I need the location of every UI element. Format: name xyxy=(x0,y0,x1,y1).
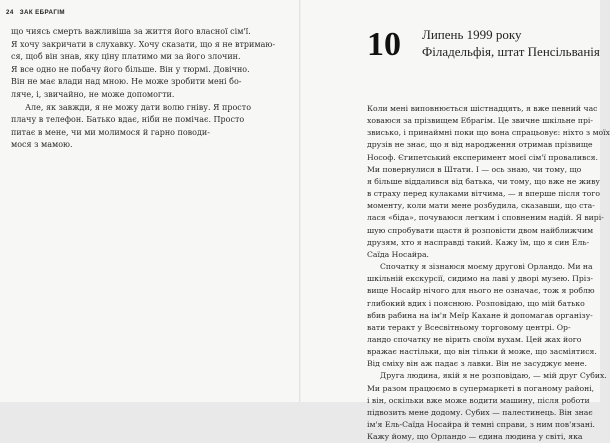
text-line: і він, оскільки вже може водити машину, після роботи xyxy=(367,395,590,405)
text-line: ховаюся за прізвищем Ебрагім. Це звичне шкільне прі- xyxy=(367,116,593,126)
text-line: друзів не знає, що я від народження отримав прізвище xyxy=(367,140,593,150)
text-line: Від сміху він аж падає з лавки. Він не засуджує мене. xyxy=(367,359,587,369)
text-line: я більше віддалився від батька, чи тому, що вже не живу xyxy=(367,176,600,186)
text-line: Я хочу закричати в слухавку. Хочу сказати, що я не втримаю- xyxy=(11,39,276,49)
chapter-heading xyxy=(367,24,600,64)
text-line: ся, щоб він знав, яку ціну платимо ми за його злочин. xyxy=(11,52,241,62)
text-line: лася «біда», почуваюся легким і сповненим надій. Я вирі- xyxy=(367,213,604,223)
page-number: 24 xyxy=(6,9,14,16)
text-line: моменту, коли мати мене розбудила, сказавши, що ста- xyxy=(367,201,595,211)
text-line: Кажу йому, що Орландо — єдина людина у світі, яка xyxy=(367,432,583,442)
text-line: шкільній екскурсії, сидимо на лаві у дворі музею. Пріз- xyxy=(367,274,594,284)
text-line: ляче, і, звичайно, не може допомогти. xyxy=(11,89,175,99)
text-line: Друга людина, якій я не розповідаю, — мій друг Субих. xyxy=(380,371,607,381)
text-line: Коли мені виповнюється шістнадцять, я вже певний час xyxy=(367,104,598,113)
text-line: питає в мене, чи ми молимося й гарно поводи- xyxy=(11,127,210,137)
text-line: Ми разом працюємо в супермаркеті в поганому районі, xyxy=(367,383,595,393)
chapter-number: 10 xyxy=(367,26,401,63)
text-line: Нософ. Єгипетський експеримент моєї сім'ї провалився. xyxy=(367,152,598,162)
left-page-text xyxy=(11,26,286,152)
text-line: Він не має влади над мною. Не може зробити мені бо- xyxy=(11,77,242,87)
text-line: Я все одно не побачу його більше. Він у тюрмі. Довічно. xyxy=(11,64,250,74)
text-line: Спочатку я зізнаюся моєму другові Орландо. Ми на xyxy=(380,262,593,272)
text-line: мося з мамою. xyxy=(11,140,73,150)
text-line: Але, як завжди, я не можу дати волю гніву. Я просто xyxy=(25,102,252,112)
text-line: плачу в телефон. Батько вдає, ніби не помічає. Просто xyxy=(11,115,245,125)
text-line: в страху перед кулаками вітчима, — я вперше після того xyxy=(367,189,600,199)
text-line: підвозить мене додому. Субих — палестинець. Він знає xyxy=(367,407,593,417)
chapter-date: Липень 1999 року xyxy=(422,27,522,42)
text-line: звисько, і принаймні поки що вона спрацьовує: ніхто з моїх xyxy=(367,128,610,138)
text-line: вражає настільки, що він тільки й може, що засміятися. xyxy=(367,347,597,357)
text-line: вбив рабина на ім'я Меїр Кахане й допомагав організу- xyxy=(367,310,593,320)
chapter-place: Філадельфія, штат Пенсільванія xyxy=(422,44,600,59)
text-line: шую спробувати щастя й розповісти двом найближчим xyxy=(367,225,594,235)
text-line: ландо спочатку не вірить своїм вухам. Цей жах його xyxy=(367,334,582,344)
text-line: Ми повернулися в Штати. І — ось знаю, чи тому, що xyxy=(367,164,582,174)
text-line: Саїда Носайра. xyxy=(367,249,429,259)
right-page xyxy=(301,0,610,442)
text-line: вище Носайр нічого для нього не означає, тож я роблю xyxy=(367,286,595,296)
author-name: ЗАК ЕБРАГІМ xyxy=(19,9,65,16)
running-head xyxy=(6,9,65,16)
text-line: друзям, хто я насправді такий. Кажу їм, що я син Ель- xyxy=(367,237,590,247)
text-line: глибокий вдих і пояснюю. Розповідаю, що мій батько xyxy=(367,298,585,308)
left-page xyxy=(0,0,299,402)
text-line: ім'я Ель-Саїда Носайра й темні справи, з ним пов'язані. xyxy=(367,420,595,430)
text-line: що чиясь смерть важливіша за життя його власної сім'ї. xyxy=(11,27,251,36)
text-line: вати теракт у Всесвітньому торговому центрі. Ор- xyxy=(367,322,571,332)
right-page-text xyxy=(367,103,610,443)
